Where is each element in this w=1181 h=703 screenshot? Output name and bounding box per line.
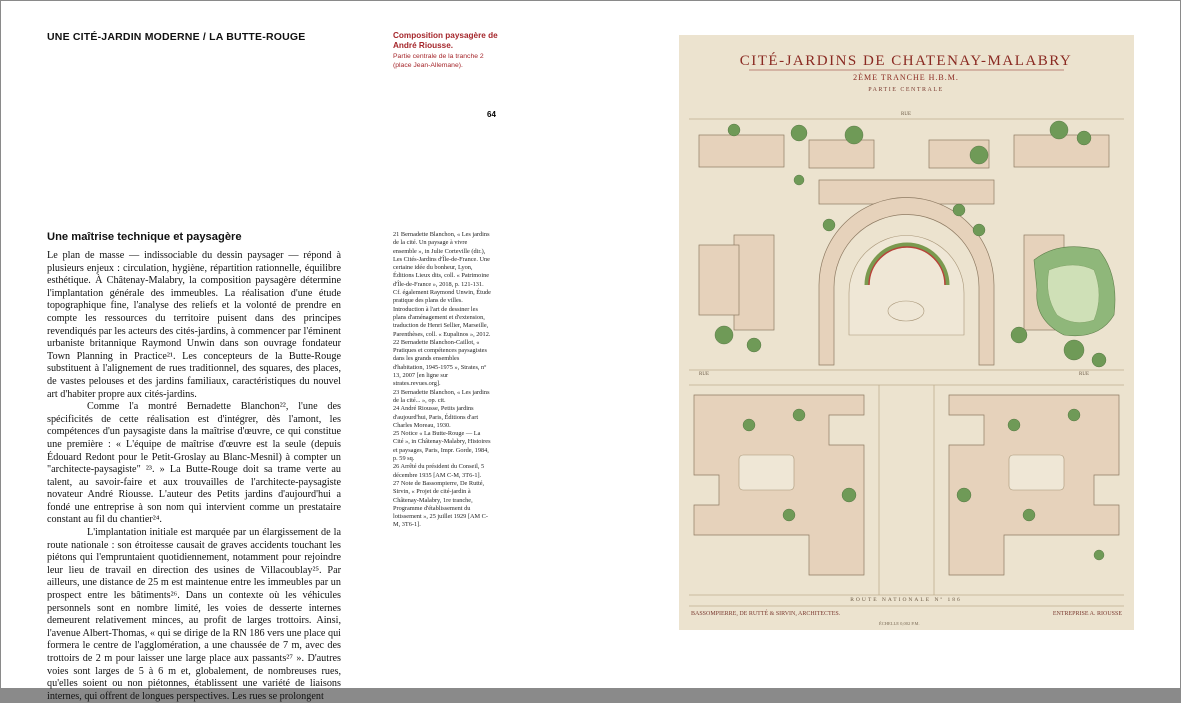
footnote: 26 Arrêté du président du Conseil, 5 décembre 1935 [AM C-M, 3T6-1].: [393, 463, 485, 479]
figure-caption: [393, 31, 503, 70]
footnote: 23 Bernadette Blanchon, « Les jardins de la cité... », op. cit.: [393, 388, 490, 404]
plan-scale: ÉCHELLE 0,002 P.M.: [879, 621, 920, 626]
plan-architects: BASSOMPIERRE, DE RUTTÉ & SIRVIN, ARCHITECTES.: [691, 611, 841, 617]
footnote: 22 Bernadette Blanchon-Caillot, « Pratiques et compétences paysagistes dans les grands ensembles d'habitation, 1945-1975 », Strates, nº 13, 2007 [en ligne sur strates.revues.org].: [393, 338, 487, 388]
body-paragraph: L'implantation initiale est marquée par un élargissement de la route nationale : son étroitesse causait de graves accidents touchant les piétons qui l'empruntaient quotidiennement, notamment pour rejoindre leur lieu de travail en direction des usines de Villacoublay²⁵. Par ailleurs, une distance de 25 m est maintenue entre les immeubles par un prospect entre les bâtiments²⁶. Dans un contexte où les véhicules personnels sont en nombre limité, les voies de desserte internes demeurent relativement minces, au profit de larges trottoirs. Ainsi, l'avenue Albert-Thomas, « qui se dirige de la RN 186 vers une place qui formera le centre de l'agglomération, a une chaussée de 7 m, avec des trottoirs de 2 m pour laisser une large place aux passants²⁷ ». D'autres voies sont larges de 5 à 6 m et, globalement, de nombreuses rues, qu'elles soient ou non piétonnes, établissent une variété de liaisons internes, qui offrent de longues perspectives. Les rues se prolongent: [47, 527, 341, 702]
footnote: 21 Bernadette Blanchon, « Les jardins de la cité. Un paysage à vivre ensemble », in Julie Corteville (dir.), Les Cités-Jardins d'Île-de-France. Une certaine idée du bonheur, Lyon, Éditions Lieux dits, coll. « Patrimoine d'Île-de-France », 2018, p. 121-131. Cf. également Raymond Unwin, Étude pratique des plans de villes. Introduction à l'art de dessiner les plans d'aménagement et d'extension, traduction de Henri Sellier, Marseille, Parenthèses, coll. « Eupalinos », 2012.: [393, 231, 491, 338]
footnotes: [393, 231, 491, 530]
street-label: RUE: [901, 112, 911, 117]
footnote: 27 Note de Bassompierre, De Rutté, Sirvin, « Projet de cité-jardin à Châtenay-Malabry, 1re tranche, Programme d'établissement du lotissement », 25 juillet 1929 [AM C-M, 3T6-1].: [393, 479, 488, 529]
landscape-plan-image: [679, 35, 1134, 630]
plan-part-label: PARTIE CENTRALE: [868, 87, 944, 93]
footnote: 25 Notice « La Butte-Rouge — La Cité », in Châtenay-Malabry, Histoires et paysages, Paris, Impr. Gorde, 1984, p. 59 sq.: [393, 430, 491, 463]
body-paragraph: Le plan de masse — indissociable du dessin paysager — répond à plusieurs enjeux : circulation, hygiène, répartition rationnelle, équilibre esthétique. À Châtenay-Malabry, la composition paysagère détermine l'implantation générale des immeubles. La réalisation d'une étude topographique fine, l'analyse des reliefs et la volonté de prendre en compte les ressources du territoire puisent dans des principes revendiqués par les acteurs des cités-jardins, à commencer par l'éminent urbaniste britannique Raymond Unwin dans son ouvrage fondateur Town Planning in Practice²¹. Les concepteurs de la Butte-Rouge substituent à l'alignement de rues traditionnel, des squares, des places, de vastes pelouses et des jardins familiaux, caractéristiques du nouvel art d'habiter propre aux cités-jardins.: [47, 250, 341, 400]
street-label: RUE: [699, 372, 709, 377]
plan-subtitle: 2ÈME TRANCHE H.B.M.: [853, 73, 959, 82]
body-text: [47, 250, 341, 703]
page-number: 64: [487, 110, 496, 119]
street-label: RUE: [1079, 372, 1089, 377]
plan-contractor: ENTREPRISE A. RIOUSSE: [1052, 611, 1122, 617]
plan-drawing: [679, 35, 1134, 630]
caption-subtitle: Partie centrale de la tranche 2 (place Jean-Allemane).: [393, 53, 484, 69]
section-heading: Une maîtrise technique et paysagère: [47, 231, 242, 243]
book-spread: [1, 1, 1180, 702]
caption-title: Composition paysagère de André Riousse.: [393, 31, 498, 50]
footnote: 24 André Riousse, Petits jardins d'aujourd'hui, Paris, Éditions d'art Charles Moreau, 1930.: [393, 405, 479, 429]
plan-title: CITÉ-JARDINS DE CHATENAY-MALABRY: [739, 53, 1073, 69]
plan-road-label: ROUTE NATIONALE Nº 186: [850, 597, 962, 603]
running-title: UNE CITÉ-JARDIN MODERNE / LA BUTTE-ROUGE: [47, 31, 306, 43]
body-paragraph: Comme l'a montré Bernadette Blanchon²², l'une des spécificités de cette réalisation est d'intégrer, dès l'amont, les compétences d'un paysagiste dans la maîtrise d'œuvre, ce qui constitue une première : « L'équipe de maîtrise d'œuvre est la seule (depuis Édouard Redont pour le Petit-Groslay au Blanc-Mesnil) à compter un "architecte-paysagiste" ²³. » La Butte-Rouge doit sa trame verte au talent, au savoir-faire et aux trouvailles de l'architecte-paysagiste novateur André Riousse. L'auteur des Petits jardins d'aujourd'hui a fondé une entreprise à son nom qui intervient comme un prestataire constant au fil du chantier²⁴.: [47, 401, 341, 526]
